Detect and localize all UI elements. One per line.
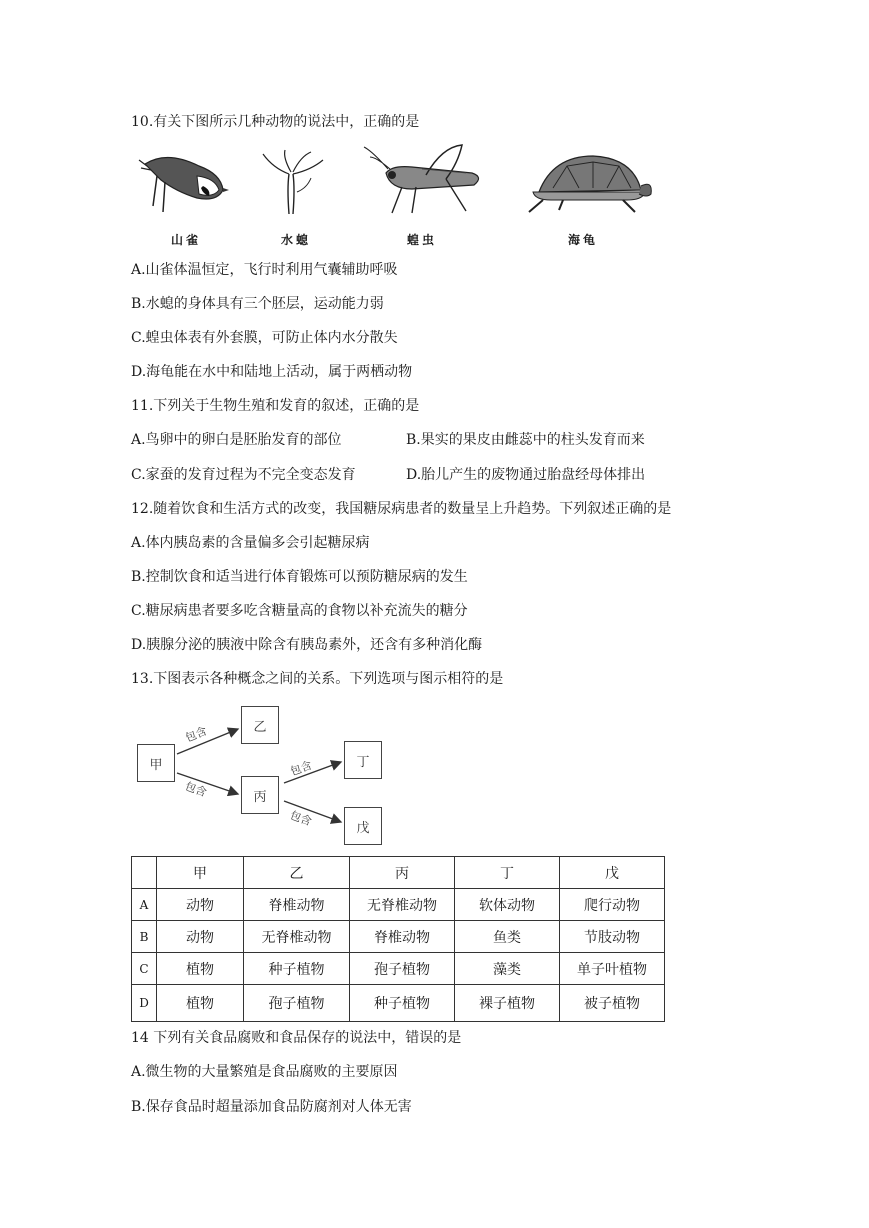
node-jia: 甲 bbox=[137, 744, 175, 782]
table-cell: 软体动物 bbox=[455, 889, 560, 921]
table-cell: 种子植物 bbox=[244, 953, 350, 985]
table-row bbox=[132, 953, 665, 985]
table-cell: 节肢动物 bbox=[560, 921, 665, 953]
q10-option-c: C.蝗虫体表有外套膜，可防止体内水分散失 bbox=[131, 330, 398, 346]
node-ding: 丁 bbox=[344, 741, 382, 779]
table-row bbox=[132, 889, 665, 921]
table-cell: 植物 bbox=[157, 953, 244, 985]
q12-option-c: C.糖尿病患者要多吃含糖量高的食物以补充流失的糖分 bbox=[131, 603, 468, 619]
table-cell: 鱼类 bbox=[455, 921, 560, 953]
table-cell: 无脊椎动物 bbox=[244, 921, 350, 953]
animal-label: 蝗虫 bbox=[407, 233, 438, 247]
table-header-cell: 丙 bbox=[350, 857, 455, 889]
table-cell: 藻类 bbox=[455, 953, 560, 985]
table-cell: D bbox=[132, 985, 157, 1022]
table-header-cell: 丁 bbox=[455, 857, 560, 889]
table-cell: 植物 bbox=[157, 985, 244, 1022]
table-cell: 孢子植物 bbox=[350, 953, 455, 985]
q12-option-a: A.体内胰岛素的含量偏多会引起糖尿病 bbox=[131, 535, 370, 551]
animal-label: 山雀 bbox=[171, 233, 202, 247]
node-yi: 乙 bbox=[241, 706, 279, 744]
q14-option-a: A.微生物的大量繁殖是食品腐败的主要原因 bbox=[131, 1064, 398, 1080]
node-wu: 戊 bbox=[344, 807, 382, 845]
table-row bbox=[132, 921, 665, 953]
table-header-cell bbox=[132, 857, 157, 889]
table-header-row bbox=[132, 857, 665, 889]
table-cell: 种子植物 bbox=[350, 985, 455, 1022]
table-cell: 被子植物 bbox=[560, 985, 665, 1022]
table-header-cell: 乙 bbox=[244, 857, 350, 889]
animal-label: 海龟 bbox=[568, 233, 599, 247]
q12-option-d: D.胰腺分泌的胰液中除含有胰岛素外，还含有多种消化酶 bbox=[131, 637, 483, 653]
table-header-cell: 戊 bbox=[560, 857, 665, 889]
table-cell: 脊椎动物 bbox=[244, 889, 350, 921]
animal-label: 水螅 bbox=[281, 233, 312, 247]
table-row bbox=[132, 985, 665, 1022]
q12-option-b: B.控制饮食和适当进行体育锻炼可以预防糖尿病的发生 bbox=[131, 569, 468, 585]
q10-stem: 10.有关下图所示几种动物的说法中，正确的是 bbox=[131, 114, 420, 130]
table-cell: 动物 bbox=[157, 921, 244, 953]
node-bing: 丙 bbox=[241, 776, 279, 814]
concept-table bbox=[131, 856, 665, 1022]
table-cell: 无脊椎动物 bbox=[350, 889, 455, 921]
edge-label: 包含 bbox=[288, 758, 314, 779]
q11-option-d: D.胎儿产生的废物通过胎盘经母体排出 bbox=[406, 467, 646, 483]
table-cell: A bbox=[132, 889, 157, 921]
q10-option-d: D.海龟能在水中和陆地上活动，属于两栖动物 bbox=[131, 364, 413, 380]
table-cell: 单子叶植物 bbox=[560, 953, 665, 985]
table-cell: C bbox=[132, 953, 157, 985]
edge-label: 包含 bbox=[288, 808, 314, 829]
table-cell: 孢子植物 bbox=[244, 985, 350, 1022]
q11-option-c: C.家蚕的发育过程为不完全变态发育 bbox=[131, 467, 356, 483]
table-cell: 脊椎动物 bbox=[350, 921, 455, 953]
q10-option-b: B.水螅的身体具有三个胚层，运动能力弱 bbox=[131, 296, 384, 312]
q13-stem: 13.下图表示各种概念之间的关系。下列选项与图示相符的是 bbox=[131, 671, 504, 687]
table-cell: 裸子植物 bbox=[455, 985, 560, 1022]
table-header-cell: 甲 bbox=[157, 857, 244, 889]
edge-label: 包含 bbox=[183, 724, 209, 745]
q11-option-a: A.鸟卵中的卵白是胚胎发育的部位 bbox=[131, 432, 342, 448]
q14-stem: 14 下列有关食品腐败和食品保存的说法中，错误的是 bbox=[131, 1030, 462, 1046]
q11-option-b: B.果实的果皮由雌蕊中的柱头发育而来 bbox=[406, 432, 645, 448]
q10-option-a: A.山雀体温恒定，飞行时利用气囊辅助呼吸 bbox=[131, 262, 398, 278]
q12-stem: 12.随着饮食和生活方式的改变，我国糖尿病患者的数量呈上升趋势。下列叙述正确的是 bbox=[131, 501, 672, 517]
table-cell: 动物 bbox=[157, 889, 244, 921]
table-cell: B bbox=[132, 921, 157, 953]
q11-stem: 11.下列关于生物生殖和发育的叙述，正确的是 bbox=[131, 398, 420, 414]
table-cell: 爬行动物 bbox=[560, 889, 665, 921]
edge-label: 包含 bbox=[183, 779, 209, 800]
q14-option-b: B.保存食品时超量添加食品防腐剂对人体无害 bbox=[131, 1099, 412, 1115]
